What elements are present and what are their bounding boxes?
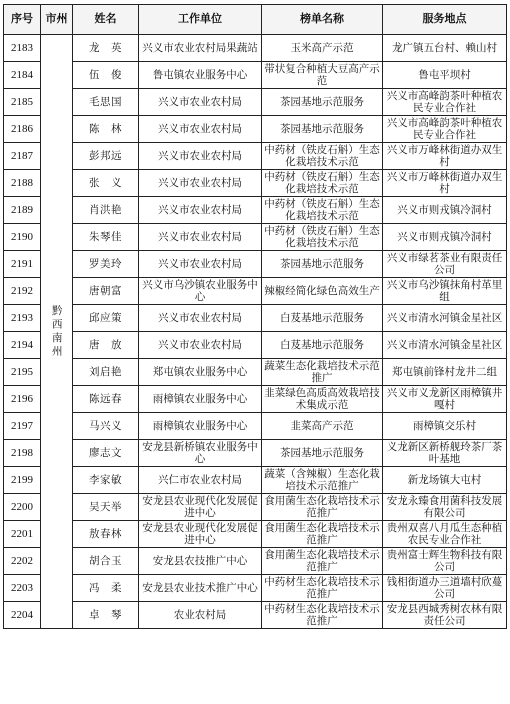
cell-unit: 兴义市农业农村局 — [139, 305, 262, 332]
cell-seq: 2201 — [4, 521, 41, 548]
cell-name: 吴天举 — [73, 494, 139, 521]
cell-name: 朱琴佳 — [73, 224, 139, 251]
cell-seq: 2196 — [4, 386, 41, 413]
cell-unit: 安龙县农业技术推广中心 — [139, 575, 262, 602]
table-row — [4, 143, 507, 170]
cell-seq: 2197 — [4, 413, 41, 440]
cell-seq: 2199 — [4, 467, 41, 494]
cell-seq: 2187 — [4, 143, 41, 170]
cell-seq: 2192 — [4, 278, 41, 305]
cell-name: 胡合玉 — [73, 548, 139, 575]
cell-seq: 2186 — [4, 116, 41, 143]
header-name: 姓名 — [73, 5, 139, 35]
cell-list: 玉米高产示范 — [262, 35, 383, 62]
cell-unit: 兴义市农业农村局果蔬站 — [139, 35, 262, 62]
header-seq: 序号 — [4, 5, 41, 35]
cell-name: 陈远春 — [73, 386, 139, 413]
cell-unit: 兴义市农业农村局 — [139, 89, 262, 116]
cell-place: 雨樟镇交乐村 — [383, 413, 507, 440]
table-row — [4, 413, 507, 440]
cell-list: 韭菜高产示范 — [262, 413, 383, 440]
cell-place: 钱相街道办三道墙村欣蔓公司 — [383, 575, 507, 602]
cell-unit: 安龙县农业现代化发展促进中心 — [139, 521, 262, 548]
table-row — [4, 251, 507, 278]
cell-place: 兴义市则戎镇冷洞村 — [383, 197, 507, 224]
cell-name: 冯 柔 — [73, 575, 139, 602]
table-row — [4, 359, 507, 386]
cell-seq: 2191 — [4, 251, 41, 278]
cell-name: 邱应策 — [73, 305, 139, 332]
cell-seq: 2200 — [4, 494, 41, 521]
cell-name: 马兴义 — [73, 413, 139, 440]
cell-name: 肖洪艳 — [73, 197, 139, 224]
header-row — [4, 5, 507, 35]
cell-list: 中药材生态化栽培技术示范推广 — [262, 602, 383, 629]
cell-name: 毛思国 — [73, 89, 139, 116]
table-row — [4, 197, 507, 224]
cell-place: 新龙场镇大屯村 — [383, 467, 507, 494]
table-row — [4, 548, 507, 575]
cell-name: 刘启艳 — [73, 359, 139, 386]
cell-list: 茶园基地示范服务 — [262, 251, 383, 278]
cell-place: 安龙永臻食用菌科技发展有限公司 — [383, 494, 507, 521]
header-place: 服务地点 — [383, 5, 507, 35]
cell-unit: 兴义市农业农村局 — [139, 143, 262, 170]
cell-place: 兴义市清水河镇金星社区 — [383, 305, 507, 332]
header-city: 市州 — [41, 5, 73, 35]
cell-unit: 兴义市农业农村局 — [139, 332, 262, 359]
cell-place: 兴义市绿茗茶业有限责任公司 — [383, 251, 507, 278]
cell-list: 茶园基地示范服务 — [262, 440, 383, 467]
cell-name: 龙 英 — [73, 35, 139, 62]
cell-list: 中药材（铁皮石斛）生态化栽培技术示范 — [262, 224, 383, 251]
cell-place: 兴义市乌沙镇抹角村革里组 — [383, 278, 507, 305]
table-row — [4, 494, 507, 521]
cell-list: 中药材生态化栽培技术示范推广 — [262, 575, 383, 602]
cell-seq: 2193 — [4, 305, 41, 332]
cell-place: 龙广镇五台村、赖山村 — [383, 35, 507, 62]
cell-name: 伍 俊 — [73, 62, 139, 89]
cell-name: 彭邦远 — [73, 143, 139, 170]
cell-name: 卓 琴 — [73, 602, 139, 629]
cell-unit: 兴义市农业农村局 — [139, 197, 262, 224]
cell-place: 义龙新区新桥舰玲茶厂茶叶基地 — [383, 440, 507, 467]
cell-name: 罗美玲 — [73, 251, 139, 278]
cell-unit: 兴义市乌沙镇农业服务中心 — [139, 278, 262, 305]
honor-roll-table — [3, 4, 507, 629]
cell-city: 黔西南州 — [41, 35, 73, 629]
cell-seq: 2194 — [4, 332, 41, 359]
cell-list: 茶园基地示范服务 — [262, 89, 383, 116]
table-row — [4, 170, 507, 197]
table-row — [4, 224, 507, 251]
cell-seq: 2204 — [4, 602, 41, 629]
table-row — [4, 521, 507, 548]
cell-place: 兴义市清水河镇金星社区 — [383, 332, 507, 359]
cell-list: 中药材（铁皮石斛）生态化栽培技术示范 — [262, 143, 383, 170]
cell-list: 食用菌生态化栽培技术示范推广 — [262, 494, 383, 521]
cell-list: 白芨基地示范服务 — [262, 332, 383, 359]
cell-name: 敖春林 — [73, 521, 139, 548]
cell-place: 兴义市高峰韵茶叶种植农民专业合作社 — [383, 89, 507, 116]
cell-list: 辣椒经简化绿色高效生产 — [262, 278, 383, 305]
table-row — [4, 62, 507, 89]
cell-name: 张 义 — [73, 170, 139, 197]
table-body — [4, 35, 507, 629]
cell-list: 食用菌生态化栽培技术示范推广 — [262, 548, 383, 575]
cell-list: 带状复合种植大豆高产示范 — [262, 62, 383, 89]
cell-name: 唐 放 — [73, 332, 139, 359]
cell-seq: 2203 — [4, 575, 41, 602]
cell-place: 贵州富士辉生物科技有限公司 — [383, 548, 507, 575]
cell-seq: 2183 — [4, 35, 41, 62]
cell-seq: 2195 — [4, 359, 41, 386]
cell-unit: 雨樟镇农业服务中心 — [139, 386, 262, 413]
cell-unit: 兴义市农业农村局 — [139, 116, 262, 143]
cell-place: 郑屯镇前锋村龙井二组 — [383, 359, 507, 386]
cell-list: 中药材（铁皮石斛）生态化栽培技术示范 — [262, 170, 383, 197]
cell-unit: 安龙县农业现代化发展促进中心 — [139, 494, 262, 521]
cell-place: 兴义市义龙新区雨樟镇井嘎村 — [383, 386, 507, 413]
cell-seq: 2188 — [4, 170, 41, 197]
cell-unit: 鲁屯镇农业服务中心 — [139, 62, 262, 89]
table-row — [4, 116, 507, 143]
cell-name: 李家敏 — [73, 467, 139, 494]
cell-seq: 2190 — [4, 224, 41, 251]
cell-list: 茶园基地示范服务 — [262, 116, 383, 143]
cell-unit: 兴义市农业农村局 — [139, 170, 262, 197]
header-list: 榜单名称 — [262, 5, 383, 35]
cell-unit: 雨樟镇农业服务中心 — [139, 413, 262, 440]
cell-unit: 兴义市农业农村局 — [139, 224, 262, 251]
cell-place: 兴义市则戎镇冷洞村 — [383, 224, 507, 251]
cell-list: 白芨基地示范服务 — [262, 305, 383, 332]
table-row — [4, 332, 507, 359]
cell-unit: 安龙县新桥镇农业服务中心 — [139, 440, 262, 467]
cell-place: 安龙县西城秀树农林有限责任公司 — [383, 602, 507, 629]
cell-name: 陈 林 — [73, 116, 139, 143]
cell-name: 廖志文 — [73, 440, 139, 467]
cell-list: 韭菜绿色高质高效栽培技术集成示范 — [262, 386, 383, 413]
cell-list: 蔬菜生态化栽培技术示范推广 — [262, 359, 383, 386]
table-row — [4, 467, 507, 494]
table-row — [4, 575, 507, 602]
cell-place: 兴义市万峰林街道办双生村 — [383, 170, 507, 197]
cell-list: 蔬菜（含辣椒）生态化栽培技术示范推广 — [262, 467, 383, 494]
cell-seq: 2202 — [4, 548, 41, 575]
cell-place: 兴义市万峰林街道办双生村 — [383, 143, 507, 170]
cell-unit: 兴仁市农业农村局 — [139, 467, 262, 494]
cell-seq: 2185 — [4, 89, 41, 116]
table-row — [4, 305, 507, 332]
table-row — [4, 35, 507, 62]
cell-seq: 2184 — [4, 62, 41, 89]
header-unit: 工作单位 — [139, 5, 262, 35]
cell-place: 兴义市高峰韵茶叶种植农民专业合作社 — [383, 116, 507, 143]
table-row — [4, 278, 507, 305]
cell-name: 唐朝富 — [73, 278, 139, 305]
table-row — [4, 440, 507, 467]
cell-unit: 兴义市农业农村局 — [139, 251, 262, 278]
cell-unit: 安龙县农技推广中心 — [139, 548, 262, 575]
cell-seq: 2189 — [4, 197, 41, 224]
cell-place: 鲁屯平坝村 — [383, 62, 507, 89]
table-row — [4, 89, 507, 116]
table-row — [4, 386, 507, 413]
table-row — [4, 602, 507, 629]
cell-list: 食用菌生态化栽培技术示范推广 — [262, 521, 383, 548]
cell-unit: 郑屯镇农业服务中心 — [139, 359, 262, 386]
cell-seq: 2198 — [4, 440, 41, 467]
cell-unit: 农业农村局 — [139, 602, 262, 629]
cell-list: 中药材（铁皮石斛）生态化栽培技术示范 — [262, 197, 383, 224]
cell-place: 贵州双喜八月瓜生态种植农民专业合作社 — [383, 521, 507, 548]
